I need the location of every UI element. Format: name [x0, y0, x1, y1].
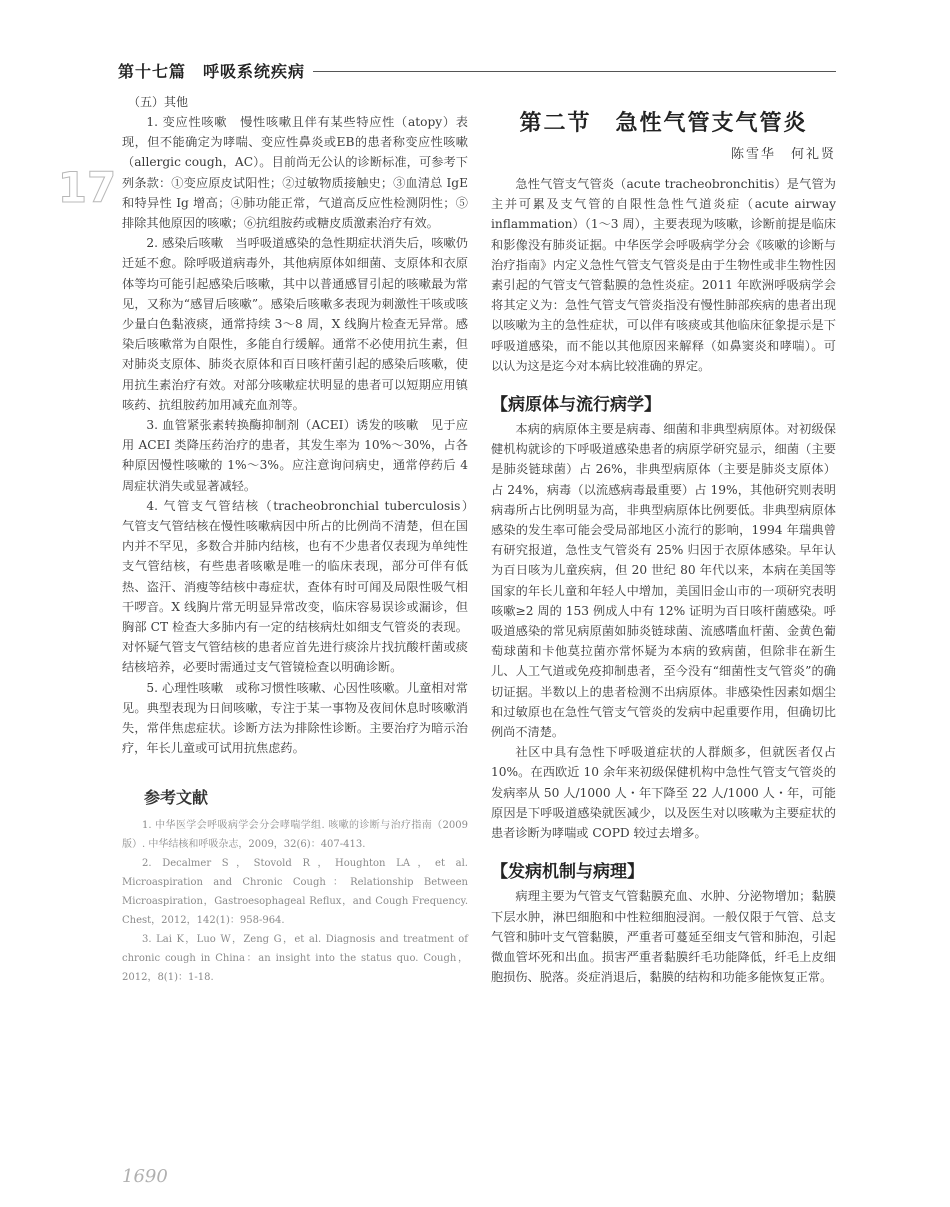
heading-etiology-epidemiology: 【病原体与流行病学】 [491, 395, 661, 416]
page-number: 1690 [122, 1166, 168, 1187]
chapter-tab: 17 [57, 162, 117, 212]
reference-item: 2. Decalmer S，Stovold R，Houghton LA，et al. Microaspiration and Chronic Cough：Relationship Between Microaspiration，Gastroesophageal Reflux，and Cough Frequency. Chest，2012，142(1)：958-964. [122, 857, 468, 926]
header-rule [313, 71, 836, 72]
paragraph-post-infectious-cough: 2. 感染后咳嗽 当呼吸道感染的急性期症状消失后，咳嗽仍迁延不愈。除呼吸道病毒外，其他病原体如细菌、支原体和衣原体等均可能引起感染后咳嗽，其中以普通感冒引起的咳嗽最为常见，又称为“感冒后咳嗽”。感染后咳嗽多表现为刺激性干咳或咳少量白色黏液痰，通常持续 3～8 周，X 线胸片检查无异常。感染后咳嗽常为自限性，多能自行缓解。通常不必使用抗生素，但对肺炎支原体、肺炎衣原体和百日咳杆菌引起的感染后咳嗽，使用抗生素治疗有效。对部分咳嗽症状明显的患者可以短期应用镇咳药、抗组胺药加用减充血剂等。 [122, 236, 468, 412]
paragraph-intro: 急性气管支气管炎（acute tracheobronchitis）是气管为主并可累及支气管的自限性急性气道炎症（acute airway inflammation）（1～3 周），主要表现为咳嗽，诊断前提是临床和影像没有肺炎证据。中华医学会呼吸病学分会《咳嗽的诊断与治疗指南》内定义急性气管支气管炎是由于生物性或非生物性因素引起的气管支气管黏膜的急性炎症。2011 年欧洲呼吸病学会将其定义为：急性气管支气管炎指没有慢性肺部疾病的患者出现以咳嗽为主的急性症状，可以伴有咳痰或其他临床征象提示是下呼吸道感染，而不能以其他原因来解释（如鼻窦炎和哮喘）。可以认为这是迄今对本病比较准确的界定。 [491, 177, 836, 373]
paragraph-pathology: 病理主要为气管支气管黏膜充血、水肿、分泌物增加；黏膜下层水肿，淋巴细胞和中性粒细胞浸润。一般仅限于气管、总支气管和肺叶支气管黏膜，严重者可蔓延至细支气管和肺泡，引起微血管坏死和出血。损害严重者黏膜纤毛功能降低，纤毛上皮细胞损伤、脱落。炎症消退后，黏膜的结构和功能多能恢复正常。 [491, 889, 836, 985]
reference-item: 1. 中华医学会呼吸病学会分会哮喘学组. 咳嗽的诊断与治疗指南（2009 版）. 中华结核和呼吸杂志，2009，32(6)：407-413. [122, 819, 468, 850]
reference-item: 3. Lai K，Luo W，Zeng G，et al. Diagnosis and treatment of chronic cough in China：an insight into the status quo. Cough，2012，8(1)：1-18. [122, 933, 468, 983]
running-header [118, 56, 836, 84]
references-heading: 参考文献 [144, 787, 209, 807]
paragraph-psychogenic-cough: 5. 心理性咳嗽 或称习惯性咳嗽、心因性咳嗽。儿童相对常见。典型表现为日间咳嗽，专注于某一事物及夜间休息时咳嗽消失，常伴焦虑症状。诊断方法为排除性诊断。主要治疗为暗示治疗，年长儿童或可试用抗焦虑药。 [122, 680, 468, 756]
section-title: 第二节 急性气管支气管炎 [519, 111, 808, 136]
paragraph-tracheobronchial-tb: 4. 气管支气管结核（tracheobronchial tuberculosis） 气管支气管结核在慢性咳嗽病因中所占的比例尚不清楚，但在国内并不罕见，多数合并肺内结核，也有不少患者仅表现为单纯性支气管结核，有些患者咳嗽是唯一的临床表现，部分可伴有低热、盗汗、消瘦等结核中毒症状，查体有时可闻及局限性吸气相干啰音。X 线胸片常无明显异常改变，临床容易误诊或漏诊，但胸部 CT 检查大多肺内有一定的结核病灶如细支气管炎的表现。对怀疑气管支气管结核的患者应首先进行痰涂片找抗酸杆菌或痰结核培养，必要时需通过支气管镜检查以明确诊断。 [122, 498, 481, 675]
running-title: 第十七篇 呼吸系统疾病 [118, 61, 306, 81]
authors: 陈雪华 何礼贤 [730, 147, 836, 162]
paragraph-allergic-cough: 1. 变应性咳嗽 慢性咳嗽且伴有某些特应性（atopy）表现，但不能确定为哮喘、变应性鼻炎或EB的患者称变应性咳嗽（allergic cough，AC）。目前尚无公认的诊断标准，可参考下列条款：①变应原皮试阳性；②过敏物质接触史；③血清总 IgE 和特异性 Ig 增高；④肺功能正常，气道高反应性检测阴性；⑤排除其他原因的咳嗽；⑥抗组胺药或糖皮质激素治疗有效。 [122, 115, 468, 231]
paragraph-acei-cough: 3. 血管紧张素转换酶抑制剂（ACEI）诱发的咳嗽 见于应用 ACEI 类降压药治疗的患者，其发生率为 10%～30%，占各种原因慢性咳嗽的 1%～3%。应注意询问病史，通常停药后 4 周症状消失或显著减轻。 [122, 418, 468, 493]
paragraph-epidemiology: 社区中具有急性下呼吸道症状的人群颇多，但就医者仅占 10%。在西欧近 10 余年来初级保健机构中急性气管支气管炎的发病率从 50 人/1000 人・年下降至 22 人/1000 人・年，可能原因是下呼吸道感染就医减少，以及医生对以咳嗽为主要症状的患者诊断为哮喘或 COPD 较过去增多。 [491, 745, 836, 841]
paragraph-etiology: 本病的病原体主要是病毒、细菌和非典型病原体。对初级保健机构就诊的下呼吸道感染患者的病原学研究显示，细菌（主要是肺炎链球菌）占 26%，非典型病原体（主要是肺炎支原体）占 24%，病毒（以流感病毒最重要）占 19%，其他研究则表明病毒所占比例明显为高，非典型病原体比例要低。非典型病原体感染的发生率可能会受局部地区小流行的影响，1994 年瑞典曾有研究报道，急性支气管炎有 25% 归因于衣原体感染。早年认为百日咳为儿童疾病，但 20 世纪 80 年代以来，本病在美国等国家的年长儿童和年轻人中增加，美国旧金山市的一项研究表明咳嗽≥2 周的 153 例成人中有 12% 证明为百日咳杆菌感染。呼吸道感染的常见病原菌如肺炎链球菌、流感嗜血杆菌、金黄色葡萄球菌和卡他莫拉菌亦常怀疑为本病的致病菌，但除非在新生儿、人工气道或免疫抑制患者，至今没有“细菌性支气管炎”的确切证据。半数以上的患者检测不出病原体。非感染性因素如烟尘和过敏原也在急性气管支气管炎的发病中起重要作用，但确切比例尚不清楚。 [491, 422, 836, 740]
right-column [491, 106, 836, 987]
subsection-heading: （五）其他 [128, 95, 189, 109]
heading-pathogenesis-pathology: 【发病机制与病理】 [491, 862, 644, 883]
left-column [122, 92, 481, 987]
